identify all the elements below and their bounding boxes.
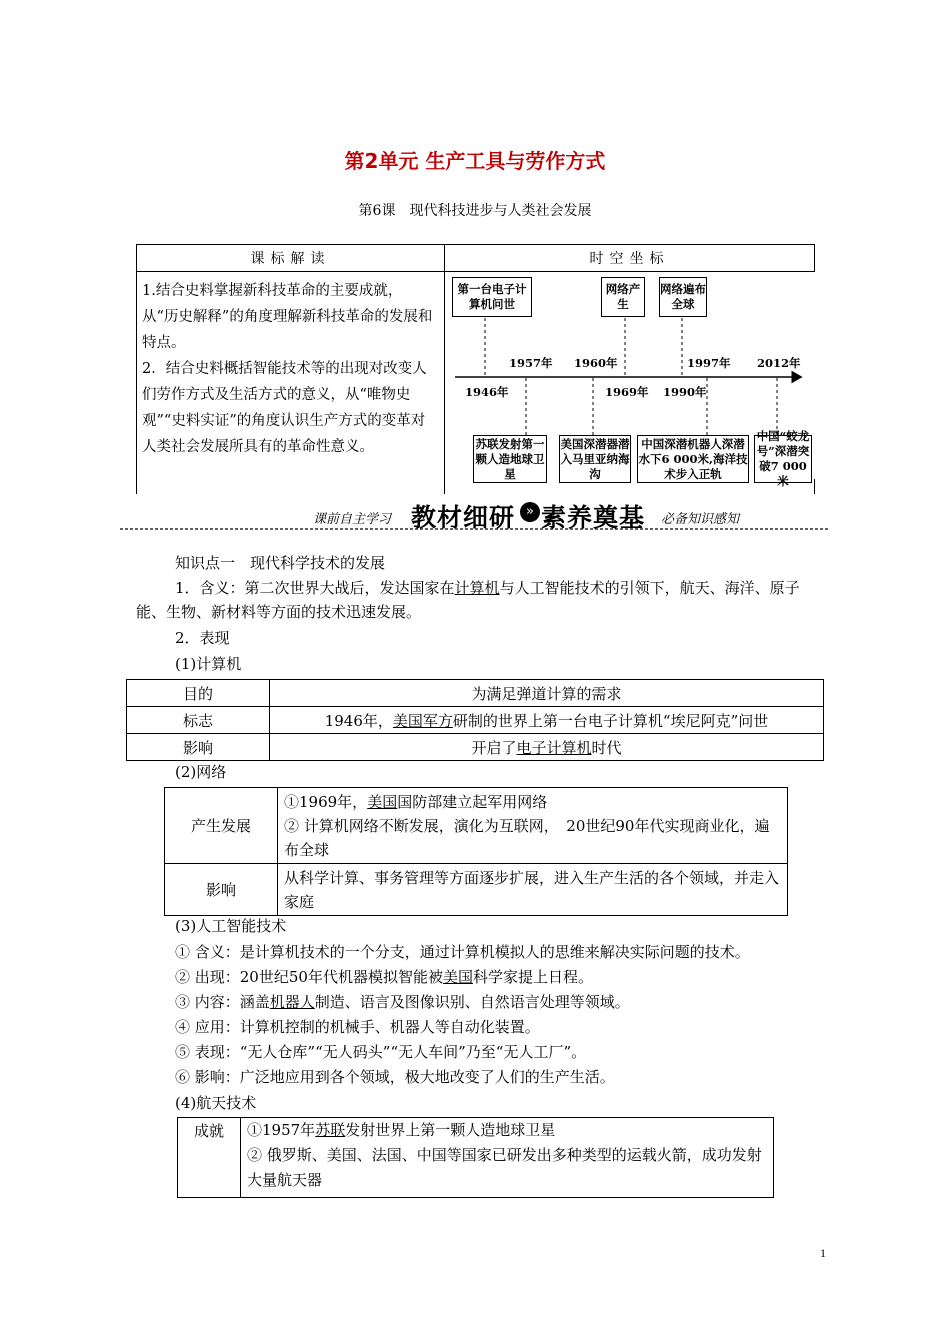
space-table: [177, 1117, 774, 1198]
space-line-2: ② 俄罗斯、美国、法国、中国等国家已研发出多种类型的运载火箭，成功发射大量航天器: [247, 1146, 762, 1189]
event-china-robot: 中国深潜机器人深潜水下6 000米,海洋技术步入正轨: [637, 435, 749, 483]
row-content-post: 时代: [591, 738, 622, 757]
row-label: 成就: [178, 1118, 241, 1198]
row-label: 产生发展: [165, 788, 278, 864]
computer-table: [126, 679, 824, 761]
row-content-pre: 开启了: [471, 738, 517, 757]
table-row: [178, 1118, 774, 1198]
overview-table: [136, 244, 815, 494]
chevron-right-icon: »: [520, 502, 540, 522]
event-network-global: 网络遍布全球: [659, 277, 707, 317]
space-line-1: ①1957年苏联发射世界上第一颗人造地球卫星: [247, 1121, 556, 1139]
table-left-border: [136, 271, 137, 494]
network-heading: (2)网络: [175, 763, 227, 781]
event-first-computer: 第一台电子计算机问世: [452, 277, 532, 317]
row-label: 目的: [127, 680, 270, 707]
definition-suffix: 与人工智能技术的引领下，航天、海洋、原子能、生物、新材料等方面的技术迅速发展。: [136, 579, 800, 621]
page-number: 1: [820, 1246, 826, 1260]
ai-item: ③ 内容：涵盖机器人制造、语言及图像识别、自然语言处理等领域。: [175, 993, 630, 1011]
section-banner: [120, 496, 830, 532]
row-content-post: 研制的世界上第一台电子计算机“埃尼阿克”问世: [452, 711, 769, 730]
row-label: 标志: [127, 707, 270, 734]
event-jiaolong: 中国“蛟龙号”深潜突破7 000米: [754, 435, 812, 483]
timeline: [445, 272, 815, 494]
standard-item: 1.结合史料掌握新科技革命的主要成就，从“历史解释”的角度理解新科技革命的发展和特点。: [142, 283, 433, 351]
year-1946: 1946年: [465, 385, 509, 399]
ai-item: ② 出现：20世纪50年代机器模拟智能被美国科学家提上日程。: [175, 968, 593, 986]
table-row: [127, 680, 824, 707]
table-row: [127, 707, 824, 734]
row-content: [278, 788, 788, 864]
standards-text: [142, 278, 438, 460]
table-row: [165, 788, 788, 864]
year-1957: 1957年: [509, 356, 553, 370]
network-line-2: ② 计算机网络不断发展，演化为互联网， 20世纪90年代实现商业化，遍布全球: [284, 816, 770, 859]
standards-header: 课标解读: [136, 244, 445, 272]
standard-item: 2．结合史料概括智能技术等的出现对改变人们劳作方式及生活方式的意义，从“唯物史观”“史料实证”的角度认识生产方式的变革对人类社会发展所具有的革命性意义。: [142, 361, 427, 455]
ai-item: ① 含义：是计算机技术的一个分支，通过计算机模拟人的思维来解决实际问题的技术。: [175, 943, 750, 961]
year-1997: 1997年: [687, 356, 731, 370]
row-content: [241, 1118, 774, 1198]
year-1960: 1960年: [574, 356, 618, 370]
definition-keyword: 计算机: [454, 579, 500, 597]
row-content: [270, 707, 824, 734]
ai-item: ⑥ 影响：广泛地应用到各个领域，极大地改变了人们的生产生活。: [175, 1068, 615, 1086]
row-content: 为满足弹道计算的需求: [270, 680, 824, 707]
banner-main-left: 教材细研: [411, 503, 516, 532]
table-row: [127, 734, 824, 761]
timeline-header: 时空坐标: [444, 244, 815, 272]
banner-right-text: 必备知识感知: [661, 512, 740, 527]
section-heading: 知识点一 现代科学技术的发展: [175, 554, 386, 572]
row-content-keyword: 美国军方: [392, 711, 453, 730]
lesson-title: 第6课 现代科技进步与人类社会发展: [358, 203, 592, 219]
row-content-pre: 1946年，: [324, 711, 393, 730]
banner-main-right: 素养奠基: [541, 503, 646, 532]
event-sputnik: 苏联发射第一颗人造地球卫星: [473, 435, 547, 483]
row-content-keyword: 电子计算机: [516, 738, 592, 757]
row-content: [270, 734, 824, 761]
ai-item: ④ 应用：计算机控制的机械手、机器人等自动化装置。: [175, 1018, 540, 1036]
ai-heading: (3)人工智能技术: [175, 917, 287, 935]
table-row: [165, 864, 788, 916]
year-1969: 1969年: [605, 385, 649, 399]
manifestation-heading: 2．表现: [175, 629, 230, 647]
definition-prefix: 1．含义：第二次世界大战后，发达国家在: [175, 579, 455, 597]
banner-left-text: 课前自主学习: [313, 512, 392, 527]
event-us-mariana: 美国深潜器潜入马里亚纳海沟: [559, 435, 631, 483]
row-label: 影响: [165, 864, 278, 916]
ai-item: ⑤ 表现：“无人仓库”“无人码头”“无人车间”乃至“无人工厂”。: [175, 1043, 587, 1061]
definition-paragraph: [136, 576, 816, 624]
unit-title: 第2单元 生产工具与劳作方式: [344, 149, 606, 173]
year-1990: 1990年: [663, 385, 707, 399]
computer-heading: (1)计算机: [175, 655, 242, 673]
event-network-born: 网络产生: [601, 277, 645, 317]
year-2012: 2012年: [757, 356, 801, 370]
row-label: 影响: [127, 734, 270, 761]
row-content: 从科学计算、事务管理等方面逐步扩展，进入生产生活的各个领域，并走入家庭: [278, 864, 788, 916]
space-heading: (4)航天技术: [175, 1094, 257, 1112]
network-table: [164, 787, 788, 916]
network-line-1: ①1969年，美国国防部建立起军用网络: [284, 792, 548, 811]
